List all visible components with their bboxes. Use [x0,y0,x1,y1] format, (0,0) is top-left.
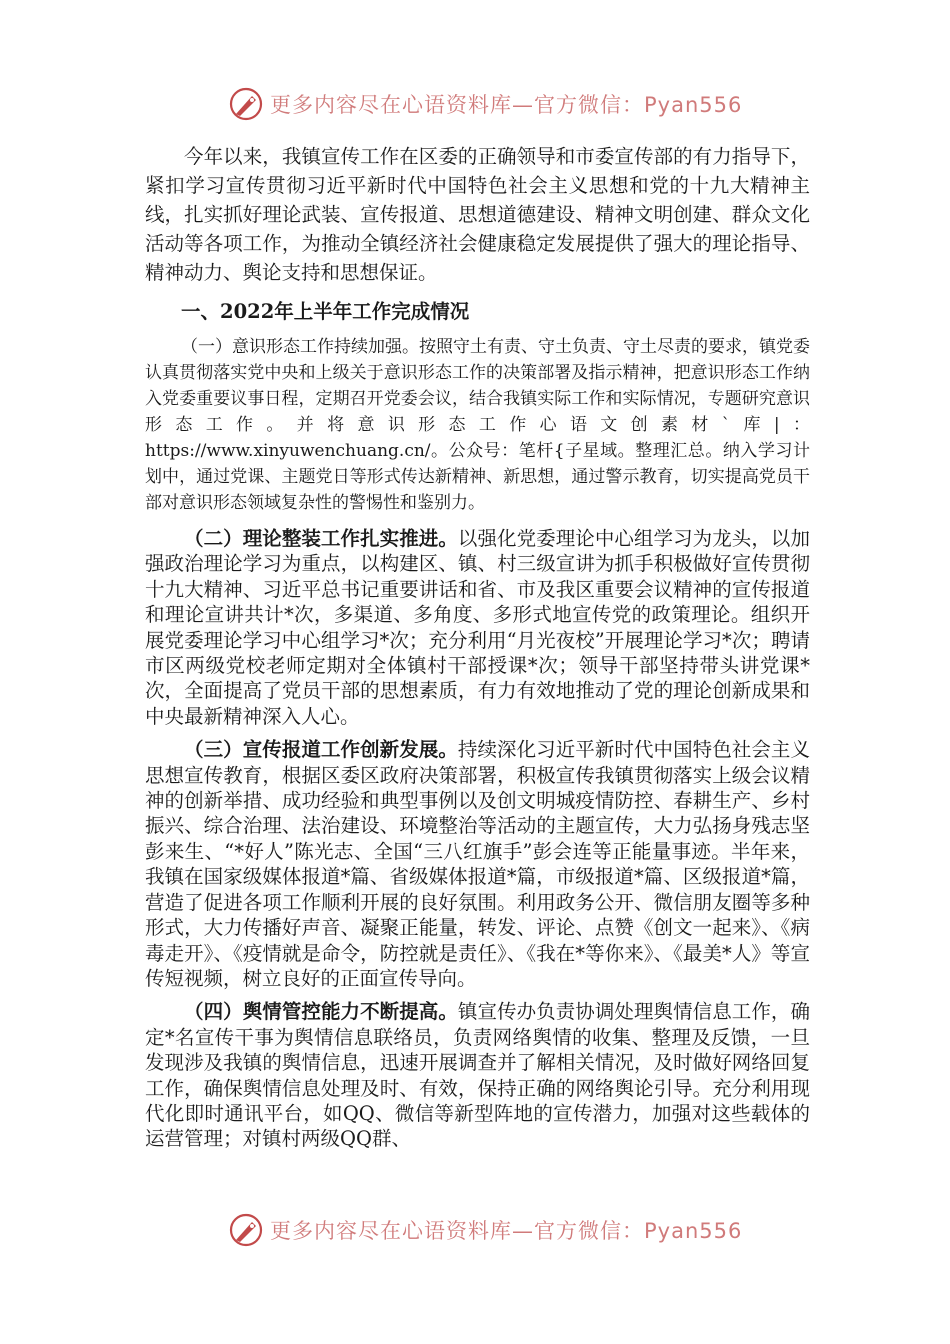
paragraph-3 [145,737,810,991]
intro-paragraph: 今年以来，我镇宣传工作在区委的正确领导和市委宣传部的有力指导下，紧扣学习宣传贯彻习近平新时代中国特色社会主义思想和党的十九大精神主线，扎实抓好理论武装、宣传报道、思想道德建设、精神文明创建、群众文化活动等各项工作，为推动全镇经济社会健康稳定发展提供了强大的理论指导、精神动力、舆论支持和思想保证。 [145,145,810,284]
paragraph-3-body: 持续深化习近平新时代中国特色社会主义思想宣传教育，根据区委区政府决策部署，积极宣传我镇贯彻落实上级会议精神的创新举措、成功经验和典型事例以及创文明城疫情防控、春耕生产、乡村振兴、综合治理、法治建设、环境整治等活动的主题宣传，大力弘扬身残志坚彭来生、“*好人”陈光志、全国“三八红旗手”彭会连等正能量事迹。半年来，我镇在国家级媒体报道*篇、省级媒体报道*篇，市级报道*篇、区级报道*篇，营造了促进各项工作顺利开展的良好氛围。利用政务公开、微信朋友圈等多种形式，大力传播好声音、凝聚正能量，转发、评论、点赞《创文一起来》、《病毒走开》、《疫情就是命令，防控就是责任》、《我在*等你来》、《最美*人》等宣传短视频，树立良好的正面宣传导向。 [145,738,810,990]
paragraph-3-title: （三）宣传报道工作创新发展。 [184,738,458,762]
pen-nib-circle-icon [228,1212,264,1248]
paragraph-1: （一）意识形态工作持续加强。按照守土有责、守土负责、守土尽责的要求，镇党委认真贯彻落实党中央和上级关于意识形态工作的决策部署及指示精神，把意识形态工作纳入党委重要议事日程，定期召开党委会议，结合我镇实际工作和实际情况，专题研究意识形态工作。并将意识形态工作心语文创素材`库|：https://www.xinyuwenchuang.cn/。公众号：笔杆{子星域。整理汇总。纳入学习计划中，通过党课、主题党日等形式传达新精神、新思想，通过警示教育，切实提高党员干部对意识形态领域复杂性的警惕性和鉴别力。 [145,337,810,513]
document-body [145,142,810,1160]
paragraph-2 [145,526,810,729]
paragraph-4-title: （四）舆情管控能力不断提高。 [184,1000,458,1024]
footer-banner [228,1212,748,1248]
banner-text: 更多内容尽在心语资料库—官方微信：Pyan556 [270,1219,743,1243]
section-heading: 一、2022年上半年工作完成情况 [181,300,470,323]
paragraph-2-title: （二）理论整装工作扎实推进。 [184,527,458,550]
header-banner [228,86,748,122]
paragraph-4 [145,999,810,1151]
paragraph-4-body: 镇宣传办负责协调处理舆情信息工作，确定*名宣传干事为舆情信息联络员，负责网络舆情的收集、整理及反馈，一旦发现涉及我镇的舆情信息，迅速开展调查并了解相关情况，及时做好网络回复工作，确保舆情信息处理及时、有效，保持正确的网络舆论引导。充分利用现代化即时通讯平台，如QQ、微信等新型阵地的宣传潜力，加强对这些载体的运营管理；对镇村两级QQ群、 [145,1000,810,1151]
pen-nib-circle-icon [228,86,264,122]
paragraph-2-body: 以强化党委理论中心组学习为龙头，以加强政治理论学习为重点，以构建区、镇、村三级宣讲为抓手积极做好宣传贯彻十九大精神、习近平总书记重要讲话和省、市及我区重要会议精神的宣传报道和理论宣讲共计*次，多渠道、多角度、多形式地宣传党的政策理论。组织开展党委理论学习中心组学习*次；充分利用“月光夜校”开展理论学习*次；聘请市区两级党校老师定期对全体镇村干部授课*次；领导干部坚持带头讲党课*次，全面提高了党员干部的思想素质，有力有效地推动了党的理论创新成果和中央最新精神深入人心。 [145,527,810,728]
banner-text: 更多内容尽在心语资料库—官方微信：Pyan556 [270,93,743,117]
